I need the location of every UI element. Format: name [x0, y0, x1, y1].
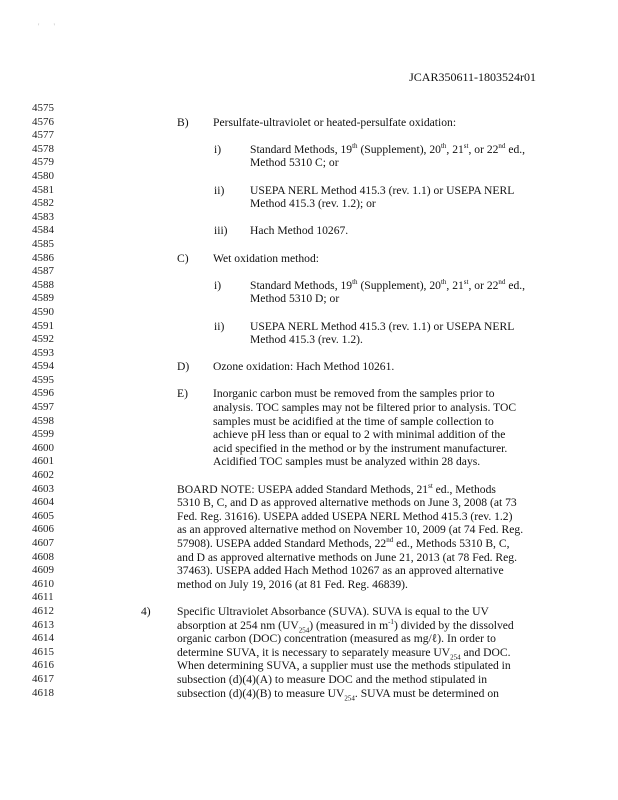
line-number: 4584: [32, 224, 54, 237]
text-line: [0, 252, 618, 266]
line-text: 5310 B, C, and D as approved alternative methods on June 3, 2008 (at 73: [177, 496, 517, 510]
line-text: i): [214, 142, 222, 156]
line-text: Acidified TOC samples must be analyzed within 28 days.: [213, 455, 481, 469]
line-number: 4600: [32, 441, 54, 454]
line-text: organic carbon (DOC) concentration (measured as mg/ℓ). In order to: [177, 632, 496, 646]
line-number: 4604: [32, 496, 54, 509]
text-line: [0, 238, 618, 252]
text-line: [0, 306, 618, 320]
line-text: Hach Method 10267.: [250, 224, 349, 238]
line-number: 4588: [32, 278, 54, 291]
text-line: [0, 591, 618, 605]
text-line: [0, 265, 618, 279]
line-text: 57908). USEPA added Standard Methods, 22nd ed., Methods 5310 B, C,: [177, 536, 510, 550]
line-text: subsection (d)(4)(B) to measure $UV_{254}$. SUVA must be determined on: [177, 686, 499, 702]
line-text: When determining SUVA, a supplier must use the methods stipulated in: [177, 659, 511, 673]
line-number: 4605: [32, 509, 54, 522]
line-number: 4596: [32, 387, 54, 400]
text-line: [0, 632, 618, 646]
line-text: iii): [214, 224, 228, 238]
text-line: [0, 143, 618, 157]
line-text: subsection (d)(4)(A) to measure DOC and the method stipulated in: [177, 672, 488, 686]
line-number: 4579: [32, 156, 54, 169]
line-text: 37463). USEPA added Hach Method 10267 as an approved alternative: [177, 564, 504, 578]
line-text: achieve pH less than or equal to 2 with minimal addition of the: [213, 428, 506, 442]
scan-corner-marks: ' ': [38, 22, 61, 31]
text-line: [0, 211, 618, 225]
line-text: Method 415.3 (rev. 1.2); or: [250, 197, 376, 211]
line-text: C): [177, 251, 189, 265]
text-line: [0, 374, 618, 388]
text-line: [0, 537, 618, 551]
line-number: 4598: [32, 414, 54, 427]
line-number: 4608: [32, 550, 54, 563]
line-text: Method 5310 D; or: [250, 292, 340, 306]
line-number: 4614: [32, 632, 54, 645]
line-number: 4603: [32, 482, 54, 495]
line-number: 4582: [32, 197, 54, 210]
line-number: 4575: [32, 102, 54, 114]
text-line: [0, 578, 618, 592]
line-text: samples must be acidified at the time of sample collection to: [213, 414, 494, 428]
line-number: 4590: [32, 305, 54, 318]
line-number: 4594: [32, 360, 54, 373]
line-number: 4586: [32, 251, 54, 264]
text-line: [0, 673, 618, 687]
text-line: [0, 455, 618, 469]
line-text: USEPA NERL Method 415.3 (rev. 1.1) or USEPA NERL: [250, 183, 515, 197]
line-text: as an approved alternative method on November 10, 2009 (at 74 Fed. Reg.: [177, 523, 524, 537]
line-number: 4599: [32, 428, 54, 441]
line-number: 4610: [32, 577, 54, 590]
text-line: [0, 415, 618, 429]
text-line: [0, 184, 618, 198]
text-line: [0, 483, 618, 497]
text-line: [0, 333, 618, 347]
line-number: 4595: [32, 373, 54, 386]
line-number: 4601: [32, 455, 54, 468]
line-number: 4592: [32, 333, 54, 346]
line-text: Standard Methods, 19th (Supplement), 20th, 21st, or 22nd ed.,: [250, 141, 526, 156]
line-text: determine SUVA, it is necessary to separately measure $UV_{254}$ and DOC.: [177, 645, 511, 662]
text-line: [0, 279, 618, 293]
line-number: 4611: [32, 591, 54, 604]
line-text: ii): [214, 319, 225, 333]
text-line: [0, 116, 618, 130]
line-text: Fed. Reg. 31616). USEPA added USEPA NERL Method 415.3 (rev. 1.2): [177, 509, 513, 523]
line-number: 4617: [32, 672, 54, 685]
text-line: [0, 564, 618, 578]
line-number: 4589: [32, 292, 54, 305]
numbered-text-body: [0, 102, 618, 700]
text-line: [0, 605, 618, 619]
line-text: Specific Ultraviolet Absorbance (SUVA). SUVA is equal to the UV: [177, 604, 489, 618]
text-line: [0, 496, 618, 510]
text-line: [0, 687, 618, 701]
text-line: [0, 469, 618, 483]
line-text: Method 415.3 (rev. 1.2).: [250, 333, 363, 347]
line-number: 4580: [32, 169, 54, 182]
text-line: [0, 442, 618, 456]
text-line: [0, 320, 618, 334]
line-text: D): [177, 360, 190, 374]
text-line: [0, 646, 618, 660]
text-line: [0, 360, 618, 374]
line-text: BOARD NOTE: USEPA added Standard Methods, 21st ed., Methods: [177, 481, 496, 496]
line-text: method on July 19, 2016 (at 81 Fed. Reg. 46839).: [177, 577, 408, 591]
line-number: 4616: [32, 659, 54, 672]
line-number: 4585: [32, 237, 54, 250]
line-number: 4591: [32, 319, 54, 332]
line-text: i): [214, 278, 222, 292]
text-line: [0, 292, 618, 306]
line-text: 4): [141, 604, 151, 618]
line-text: B): [177, 115, 189, 129]
text-line: [0, 170, 618, 184]
line-text: absorption at 254 nm $(UV_{254})$ (measured in $m^{-1}$) divided by the dissolved: [177, 617, 514, 634]
text-line: [0, 523, 618, 537]
line-number: 4597: [32, 401, 54, 414]
line-text: Wet oxidation method:: [213, 251, 319, 265]
text-line: [0, 401, 618, 415]
text-line: [0, 428, 618, 442]
line-number: 4615: [32, 645, 54, 658]
line-number: 4618: [32, 686, 54, 699]
line-text: acid specified in the method or by the instrument manufacturer.: [213, 441, 508, 455]
line-number: 4607: [32, 537, 54, 549]
line-number: 4578: [32, 142, 54, 155]
line-text: Method 5310 C; or: [250, 156, 339, 170]
text-line: [0, 659, 618, 673]
text-line: [0, 551, 618, 565]
line-number: 4576: [32, 115, 54, 128]
line-text: Standard Methods, 19th (Supplement), 20th, 21st, or 22nd ed.,: [250, 277, 526, 292]
text-line: [0, 129, 618, 143]
text-line: [0, 347, 618, 361]
line-text: and D as approved alternative methods on June 21, 2013 (at 78 Fed. Reg.: [177, 550, 518, 564]
line-number: 4606: [32, 523, 54, 536]
document-id-header: JCAR350611-1803524r01: [409, 70, 536, 84]
line-text: E): [177, 387, 188, 401]
text-line: [0, 156, 618, 170]
text-line: [0, 197, 618, 211]
line-number: 4593: [32, 346, 54, 359]
line-text: Ozone oxidation: Hach Method 10261.: [213, 360, 395, 374]
line-number: 4581: [32, 183, 54, 196]
line-number: 4609: [32, 564, 54, 577]
text-line: [0, 102, 618, 116]
line-text: Inorganic carbon must be removed from the samples prior to: [213, 387, 495, 401]
line-number: 4612: [32, 604, 54, 617]
line-text: ii): [214, 183, 225, 197]
line-number: 4577: [32, 129, 54, 142]
line-text: USEPA NERL Method 415.3 (rev. 1.1) or USEPA NERL: [250, 319, 515, 333]
line-number: 4602: [32, 469, 54, 482]
line-number: 4583: [32, 210, 54, 223]
text-line: [0, 224, 618, 238]
line-text: analysis. TOC samples may not be filtered prior to analysis. TOC: [213, 401, 517, 415]
line-number: 4613: [32, 618, 54, 631]
text-line: [0, 387, 618, 401]
line-text: Persulfate-ultraviolet or heated-persulfate oxidation:: [213, 115, 457, 129]
text-line: [0, 510, 618, 524]
line-number: 4587: [32, 265, 54, 278]
text-line: [0, 619, 618, 633]
